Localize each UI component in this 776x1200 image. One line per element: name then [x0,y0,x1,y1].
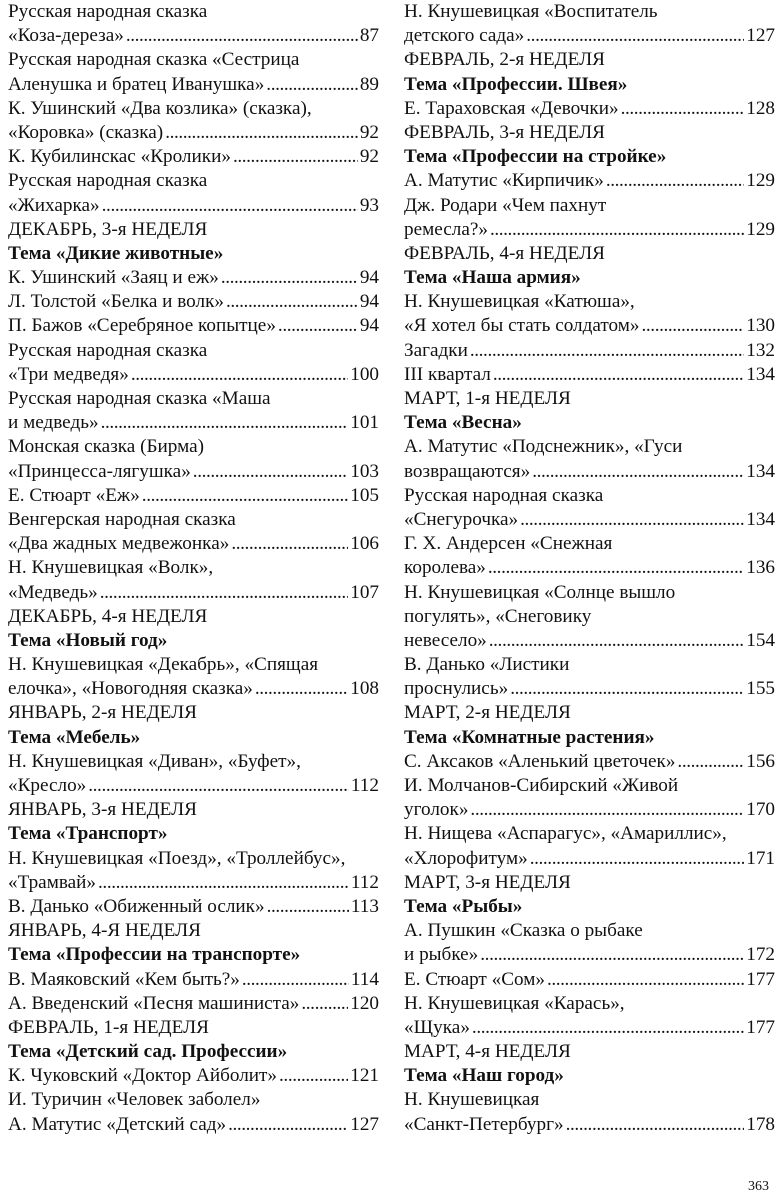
toc-entry [8,871,379,895]
toc-section-heading: Тема «Наш город» [404,1065,564,1087]
toc-entry-title: «Санкт-Петербург» [404,1113,564,1135]
toc-entry [8,1064,379,1088]
toc-entry-page: 155 [746,678,775,700]
toc-entry [404,556,775,580]
toc-entry [404,97,775,121]
dot-leader [493,363,744,387]
toc-entry [8,145,379,169]
toc-entry-title: Загадки [404,339,468,361]
dot-leader [606,169,744,193]
toc-entry [8,581,379,605]
toc-entry-page: 178 [746,1113,775,1135]
toc-entry-page: 134 [746,460,775,482]
toc-entry-page: 171 [746,847,775,869]
toc-entry-title: А. Матутис «Детский сад» [8,1113,227,1135]
dot-leader [470,339,744,363]
toc-text-line: Русская народная сказка «Маша [8,388,271,409]
dot-leader [279,1064,348,1088]
dot-leader [530,847,745,871]
toc-column-right [404,0,775,1137]
dot-leader [142,484,348,508]
toc-entry-title: С. Аксаков «Аленький цветочек» [404,750,676,772]
toc-text-line: ФЕВРАЛЬ, 4-я НЕДЕЛЯ [404,242,605,264]
toc-section-heading: Тема «Комнатные растения» [404,726,655,748]
toc-entry-title: К. Чуковский «Доктор Айболит» [8,1065,278,1087]
toc-text-line: ФЕВРАЛЬ, 1-я НЕДЕЛЯ [8,1016,209,1038]
toc-entry-page: 93 [359,194,379,216]
toc-entry-page: 136 [746,557,775,579]
toc-entry-title: Л. Толстой «Белка и волк» [8,291,224,313]
toc-text-line: Г. Х. Андерсен «Снежная [404,533,613,555]
toc-entry-title: Е. Тараховская «Девочки» [404,97,619,119]
toc-entry-title: «Щука» [404,1016,470,1038]
toc-entry-title: Е. Стюарт «Еж» [8,484,140,506]
toc-text-line: МАРТ, 2-я НЕДЕЛЯ [404,702,571,724]
toc-text-line: Н. Кнушевицкая «Катюша», [404,291,635,313]
toc-text-line: МАРТ, 3-я НЕДЕЛЯ [404,871,571,893]
dot-leader [621,97,745,121]
toc-section-heading: Тема «Мебель» [8,726,141,748]
toc-section-heading: Тема «Наша армия» [404,267,581,289]
toc-entry-page: 129 [746,170,775,192]
toc-entry-page: 106 [350,533,379,555]
toc-section-heading: Тема «Детский сад. Профессии» [8,1041,288,1063]
dot-leader [472,1016,744,1040]
dot-leader [165,121,358,145]
toc-entry-page: 94 [359,291,379,313]
dot-leader [100,581,348,605]
toc-entry [404,1016,775,1040]
toc-entry-page: 92 [359,121,379,143]
toc-entry-title: уголок» [404,799,469,821]
dot-leader [267,895,349,919]
toc-entry [8,121,379,145]
toc-text-line: Русская народная сказка «Сестрица [8,49,300,71]
toc-entry [8,992,379,1016]
toc-text-line: ЯНВАРЬ, 4-Я НЕДЕЛЯ [8,920,201,942]
toc-entry [8,363,379,387]
dot-leader [526,24,744,48]
toc-entry-page: 177 [746,1016,775,1038]
toc-entry [8,460,379,484]
toc-entry [8,290,379,314]
toc-entry-title: и рыбке» [404,944,479,966]
dot-leader [193,460,348,484]
toc-entry [404,677,775,701]
toc-section-heading: Тема «Дикие животные» [8,242,224,264]
toc-text-line: МАРТ, 1-я НЕДЕЛЯ [404,388,571,409]
toc-entry [404,943,775,967]
toc-entry-page: 112 [350,775,379,796]
toc-entry-page: 103 [350,460,379,482]
toc-entry-page: 134 [746,363,775,385]
toc-text-line: ДЕКАБРЬ, 3-я НЕДЕЛЯ [8,218,208,240]
dot-leader [266,73,358,97]
toc-entry-page: 170 [746,799,775,821]
toc-entry [404,798,775,822]
toc-section-heading: Тема «Весна» [404,412,522,434]
toc-entry-page: 121 [350,1065,379,1087]
toc-text-line: И. Молчанов-Сибирский «Живой [404,775,679,796]
toc-text-line: К. Ушинский «Два козлика» (сказка), [8,97,312,119]
toc-text-line: ЯНВАРЬ, 2-я НЕДЕЛЯ [8,702,197,724]
toc-entry [8,968,379,992]
toc-entry-page: 89 [359,73,379,95]
toc-entry-title: королева» [404,557,486,579]
toc-entry [404,968,775,992]
dot-leader [226,290,358,314]
dot-leader [301,992,348,1016]
dot-leader [278,314,358,338]
toc-text-line: Н. Кнушевицкая «Декабрь», «Спящая [8,654,319,676]
toc-entry-page: 177 [746,968,775,990]
toc-text-line: МАРТ, 4-я НЕДЕЛЯ [404,1041,571,1063]
toc-entry [8,73,379,97]
toc-text-line: Н. Кнушевицкая «Поезд», «Троллейбус», [8,847,346,869]
toc-text-line: Н. Кнушевицкая «Диван», «Буфет», [8,750,301,772]
toc-text-line: погулять», «Снеговику [404,605,592,627]
dot-leader [255,677,348,701]
toc-entry [404,363,775,387]
toc-section-heading: Тема «Профессии на транспорте» [8,944,301,966]
toc-entry-title: «Хлорофитум» [404,847,528,869]
dot-leader [480,943,744,967]
dot-leader [532,460,744,484]
dot-leader [102,194,358,218]
dot-leader [470,798,744,822]
toc-entry-page: 114 [350,968,379,990]
toc-entry-page: 132 [746,339,775,361]
toc-entry [8,411,379,435]
toc-entry [404,629,775,653]
toc-text-line: Н. Кнушевицкая «Солнце вышло [404,581,676,603]
dot-leader [642,314,745,338]
toc-entry-page: 105 [350,484,379,506]
toc-entry-title: III квартал [404,363,491,385]
toc-entry [8,194,379,218]
toc-entry-title: «Кресло» [8,775,87,796]
toc-entry-page: 130 [746,315,775,337]
toc-entry [8,677,379,701]
toc-section-heading: Тема «Новый год» [8,629,168,651]
toc-entry [404,750,775,774]
toc-entry-page: 113 [350,895,379,917]
toc-entry-page: 92 [359,146,379,168]
toc-entry-page: 128 [746,97,775,119]
toc-text-line: Н. Нищева «Аспарагус», «Амариллис», [404,823,727,845]
toc-entry-page: 156 [746,750,775,772]
toc-column-left [8,0,379,1137]
dot-leader [520,508,744,532]
dot-leader [547,968,744,992]
toc-entry-title: «Три медведя» [8,363,129,385]
toc-entry-title: детского сада» [404,25,525,47]
toc-entry-page: 154 [746,629,775,651]
dot-leader [126,24,358,48]
toc-entry-page: 94 [359,315,379,337]
toc-text-line: Н. Кнушевицкая «Воспитатель [404,1,658,22]
toc-entry-title: ремесла?» [404,218,488,240]
toc-entry-page: 134 [746,508,775,530]
toc-section-heading: Тема «Транспорт» [8,823,168,845]
dot-leader [131,363,348,387]
dot-leader [242,968,349,992]
toc-text-line: ФЕВРАЛЬ, 2-я НЕДЕЛЯ [404,49,605,71]
toc-text-line: Н. Кнушевицкая [404,1089,540,1111]
toc-entry [8,774,379,798]
toc-entry [404,169,775,193]
toc-entry [8,895,379,919]
toc-entry [8,24,379,48]
toc-text-line: В. Данько «Листики [404,654,570,676]
dot-leader [88,774,349,798]
toc-entry-page: 107 [350,581,379,603]
toc-text-line: Русская народная сказка [404,484,604,506]
toc-entry-title: «Жихарка» [8,194,100,216]
toc-text-line: Русская народная сказка [8,170,208,192]
toc-entry [8,532,379,556]
dot-leader [228,1113,348,1137]
toc-entry-title: Аленушка и братец Иванушка» [8,73,265,95]
toc-entry-title: Е. Стюарт «Сом» [404,968,545,990]
dot-leader [489,629,744,653]
toc-entry-title: «Коровка» (сказка) [8,121,164,143]
toc-section-heading: Тема «Рыбы» [404,895,523,917]
toc-entry-page: 108 [350,678,379,700]
toc-entry [404,460,775,484]
page-number: 363 [748,1179,769,1194]
toc-entry-title: «Коза-дереза» [8,25,124,47]
toc-entry-page: 112 [350,871,379,893]
toc-entry-title: «Снегурочка» [404,508,519,530]
toc-entry-title: А. Матутис «Кирпичик» [404,170,604,192]
toc-text-line: Венгерская народная сказка [8,508,236,530]
dot-leader [510,677,744,701]
toc-entry-page: 129 [746,218,775,240]
toc-section-heading: Тема «Профессии. Швея» [404,73,628,95]
toc-entry-title: П. Бажов «Серебряное копытце» [8,315,276,337]
toc-text-line: А. Пушкин «Сказка о рыбаке [404,920,643,942]
toc-entry-title: «Медведь» [8,581,98,603]
toc-entry-title: и медведь» [8,412,99,434]
toc-text-line: Н. Кнушевицкая «Карась», [404,992,625,1014]
toc-entry-title: невесело» [404,629,487,651]
dot-leader [98,871,349,895]
toc-text-line: Монская сказка (Бирма) [8,436,205,458]
toc-entry [404,314,775,338]
toc-entry-title: К. Кубилинскас «Кролики» [8,146,231,168]
toc-entry-title: проснулись» [404,678,509,700]
toc-text-line: ФЕВРАЛЬ, 3-я НЕДЕЛЯ [404,121,605,143]
toc-entry-title: «Я хотел бы стать солдатом» [404,315,640,337]
toc-entry-title: В. Маяковский «Кем быть?» [8,968,240,990]
toc-entry-title: «Трамвай» [8,871,97,893]
toc-entry [8,314,379,338]
dot-leader [566,1113,745,1137]
toc-entry-page: 120 [350,992,379,1014]
dot-leader [221,266,358,290]
toc-entry-title: возвращаются» [404,460,531,482]
dot-leader [677,750,744,774]
toc-entry-page: 172 [746,944,775,966]
dot-leader [488,556,744,580]
toc-text-line: ДЕКАБРЬ, 4-я НЕДЕЛЯ [8,605,208,627]
dot-leader [101,411,349,435]
toc-text-line: Русская народная сказка [8,1,208,22]
toc-text-line: Н. Кнушевицкая «Волк», [8,557,214,579]
toc-entry-title: К. Ушинский «Заяц и еж» [8,267,219,289]
toc-entry-title: «Принцесса-лягушка» [8,460,191,482]
toc-section-heading: Тема «Профессии на стройке» [404,146,667,168]
toc-entry [8,1113,379,1137]
toc-text-line: Дж. Родари «Чем пахнут [404,194,607,216]
toc-entry-title: В. Данько «Обиженный ослик» [8,895,265,917]
toc-text-line: ЯНВАРЬ, 3-я НЕДЕЛЯ [8,799,197,821]
toc-entry-page: 101 [350,412,379,434]
dot-leader [231,532,348,556]
toc-entry-title: А. Введенский «Песня машиниста» [8,992,300,1014]
toc-entry-title: елочка», «Новогодняя сказка» [8,678,253,700]
toc-entry [8,266,379,290]
toc-text-line: И. Туричин «Человек заболел» [8,1089,261,1111]
toc-text-line: А. Матутис «Подснежник», «Гуси [404,436,683,458]
toc-entry-page: 87 [359,25,379,47]
toc-entry-page: 100 [350,363,379,385]
toc-entry-page: 94 [359,267,379,289]
toc-entry [404,218,775,242]
toc-entry [8,484,379,508]
toc-entry-page: 127 [746,25,775,47]
toc-entry-page: 127 [350,1113,379,1135]
toc-entry [404,1113,775,1137]
toc-text-line: Русская народная сказка [8,339,208,361]
toc-entry [404,339,775,363]
toc-entry [404,847,775,871]
dot-leader [233,145,358,169]
toc-entry [404,508,775,532]
dot-leader [490,218,744,242]
toc-entry-title: «Два жадных медвежонка» [8,533,230,555]
toc-entry [404,24,775,48]
